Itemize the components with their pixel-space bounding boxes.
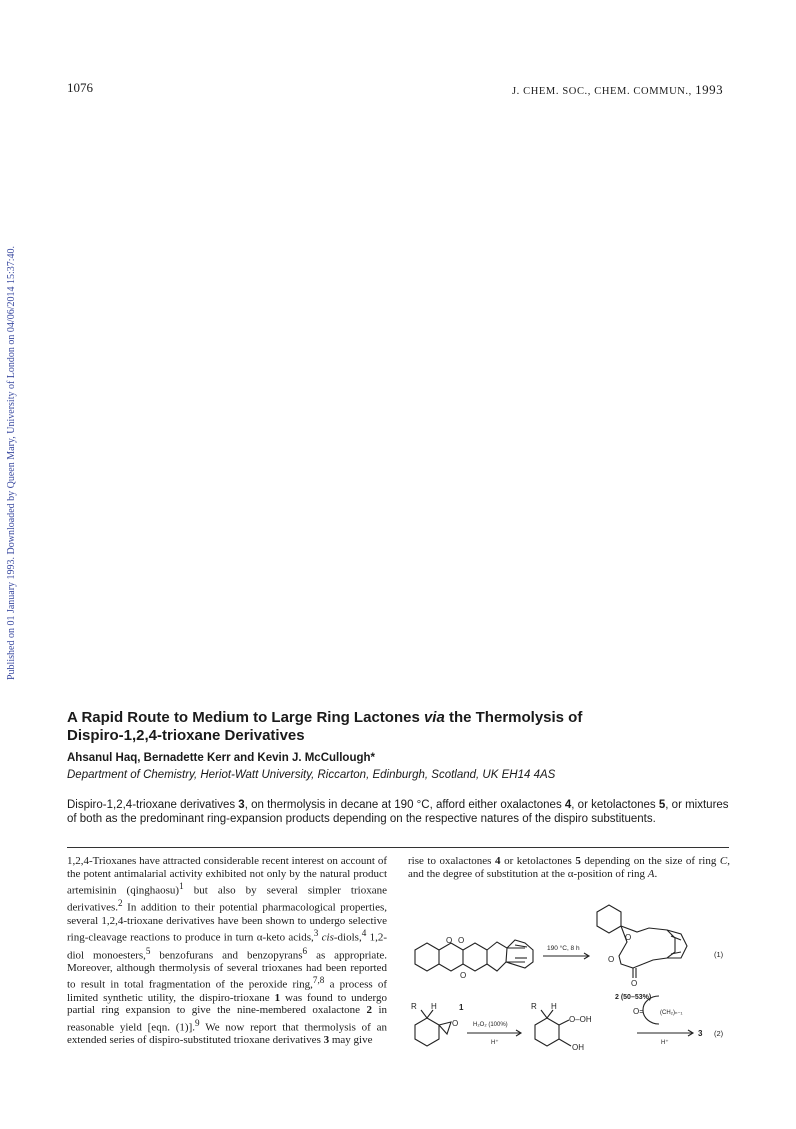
body-column-left [67, 855, 387, 1047]
page-number: 1076 [67, 80, 93, 95]
substituent-r: R [531, 1002, 537, 1011]
substituent-h: H [551, 1002, 557, 1011]
epoxide-oxygen: O [452, 1019, 459, 1028]
reaction-conditions: 190 °C, 8 h [547, 945, 580, 952]
download-watermark: Published on 01 January 1993. Downloaded by Queen Mary, University of London on 04/06/2014 15:37:40. [6, 245, 17, 680]
compound-ref: 4 [564, 799, 572, 811]
citation: 4 [361, 928, 367, 939]
product-label: 3 [698, 1029, 703, 1038]
authors: Ahsanul Haq, Bernadette Kerr and Kevin J. McCullough* [67, 752, 375, 764]
journal-year: 1993 [695, 82, 724, 97]
hydroxy-group: OH [572, 1043, 584, 1052]
ring-oxygen: O [458, 936, 465, 945]
compound-ref: 2 [366, 1004, 373, 1017]
citation: 3 [313, 928, 319, 939]
body-paragraph: 1,2,4-Trioxanes have attracted considerable recent interest on account of the potent antimalarial activity exhibited not only by the natural product artemisinin (qinghaosu)$^1$ but also by several simpler trioxane derivatives.$^2$ In addition to their potential pharmacological properties, several 1,2,4-trioxane derivatives have been shown to undergo selective ring-cleavage reactions to produce in turn α-keto acids,$^3$ cis-diols,$^4$ 1,2-diol monoesters,$^5$ benzofurans and benzopyrans$^6$ as appropriate. Moreover, although thermolysis of several trioxanes had been reported to result in total fragmentation of the peroxide ring,$^{7,8}$ a process of limited synthetic utility, the dispiro-trioxane 1 was found to undergo partial ring expansion to give the nine-membered oxalactone 2 in reasonable yield [eqn. (1)].$^9$ We now report that thermolysis of an extended series of dispiro-substituted trioxane derivatives 3 may give [67, 855, 388, 1047]
abstract-text: Dispiro-1,2,4-trioxane derivatives [67, 799, 239, 811]
article-title [67, 709, 747, 745]
abstract [67, 799, 737, 826]
substituent-h: H [431, 1002, 437, 1011]
citation: 6 [302, 945, 308, 956]
compound-ref: 3 [323, 1034, 330, 1047]
reaction-scheme [405, 898, 735, 1073]
citation: 9 [195, 1017, 200, 1028]
compound-ref: 1 [274, 991, 281, 1004]
compound-ref: 5 [575, 855, 581, 867]
reagent: H₂O₂ (100%) [473, 1022, 508, 1028]
journal-reference [512, 82, 723, 98]
equation-number: (1) [714, 950, 724, 959]
epoxide-structure [415, 1010, 451, 1046]
title-part-2: the Thermolysis of [444, 709, 583, 726]
ring-oxygen: O [608, 955, 615, 964]
abstract-text: , or ketolactones [571, 799, 659, 811]
hydroperoxide-structure [535, 1010, 571, 1046]
ketone-oxygen: O= [633, 1007, 644, 1016]
ring-oxygen: O [446, 936, 453, 945]
compound-2-label: 2 (50–53%) [615, 994, 652, 1001]
citation: 1 [179, 881, 184, 892]
citation: 2 [118, 898, 123, 909]
substituent-r: R [411, 1002, 417, 1011]
methylene-chain: (CH₂)ₙ₋₁ [660, 1010, 683, 1016]
body-column-right [408, 855, 730, 880]
citation: 5 [145, 945, 151, 956]
equation-number: (2) [714, 1029, 724, 1038]
title-line-2: Dispiro-1,2,4-trioxane Derivatives [67, 727, 305, 744]
section-divider [67, 847, 729, 848]
reagent-acid: H⁺ [661, 1040, 669, 1046]
compound-ref: 3 [238, 799, 245, 811]
body-paragraph: rise to oxalactones 4 or ketolactones 5 depending on the size of ring C, and the degree of substitution at the α-position of ring A. [408, 855, 730, 880]
ring-oxygen: O [625, 933, 632, 942]
hydroperoxy-group: O–OH [569, 1015, 592, 1024]
compound-1-structure [415, 940, 533, 971]
carbonyl-oxygen: O [631, 979, 638, 988]
journal-name: J. CHEM. SOC., CHEM. COMMUN., [512, 86, 692, 97]
abstract-text: , or mixtures of both as the predominant ring-expansion products depending on the respective natures of the dispiro substituents. [67, 799, 729, 825]
ring-oxygen: O [460, 971, 467, 980]
citation: 7,8 [312, 975, 325, 986]
compound-2-structure [597, 905, 687, 978]
compound-ref: 5 [658, 799, 666, 811]
affiliation: Department of Chemistry, Heriot-Watt University, Riccarton, Edinburgh, Scotland, UK EH14 4AS [67, 769, 556, 781]
title-via: via [423, 709, 445, 726]
compound-1-label: 1 [459, 1003, 464, 1012]
abstract-text: , on thermolysis in decane at 190 °C, afford either oxalactones [244, 799, 565, 811]
title-part-1: A Rapid Route to Medium to Large Ring Lactones [67, 709, 424, 726]
compound-ref: 4 [495, 855, 501, 867]
reagent-acid: H⁺ [491, 1040, 499, 1046]
